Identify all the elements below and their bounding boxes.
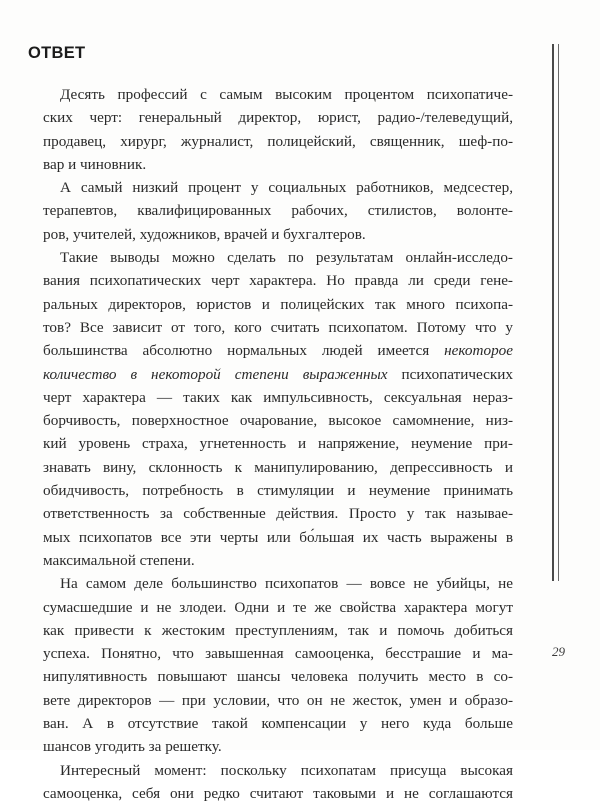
text-line	[43, 712, 513, 735]
text-line	[43, 293, 513, 316]
text-line	[43, 759, 513, 782]
line-text: ских черт: генеральный директор, юрист, радио-/телеведущий,	[43, 109, 513, 127]
text-line	[43, 269, 513, 292]
line-text: Десять профессий с самым высоким процентом психопатиче-	[60, 86, 513, 103]
text-line	[43, 456, 513, 479]
line-text: борчивость, поверхностное очарование, высокое самомнение, низ-	[43, 412, 513, 430]
line-text: как привести к жестоким преступлениям, так и помочь добиться	[43, 621, 513, 639]
text-line	[43, 153, 513, 176]
text-line	[43, 246, 513, 269]
text-line	[43, 176, 513, 199]
line-text: Такие выводы можно сделать по результатам онлайн-исследо-	[60, 249, 513, 267]
line-text: мых психопатов все эти черты или бо́льшая их часть выражены в	[43, 528, 513, 546]
line-text: шансов угодить за решетку.	[43, 738, 222, 756]
line-text: психопатических	[387, 365, 513, 383]
text-line	[43, 199, 513, 222]
text-line	[43, 316, 513, 339]
section-heading: ОТВЕТ	[28, 44, 86, 62]
line-text: вания психопатических черт характера. Но правда ли среди гене-	[43, 272, 513, 290]
line-text: обидчивость, потребность в стимуляции и неумение принимать	[43, 482, 513, 500]
text-line	[43, 526, 513, 549]
text-line	[43, 106, 513, 129]
text-line	[43, 479, 513, 502]
italic-phrase: некоторое	[444, 342, 513, 360]
line-text: продавец, хирург, журналист, полицейский, священник, шеф-по-	[43, 132, 513, 150]
text-line	[43, 130, 513, 153]
line-text: ответственность за собственные действия. Просто у так называе-	[43, 505, 513, 523]
margin-rule	[552, 44, 559, 581]
text-line	[43, 409, 513, 432]
italic-phrase: количество в некоторой степени выраженных	[43, 365, 388, 383]
line-text: вар и чиновник.	[43, 155, 147, 173]
text-line	[43, 596, 513, 619]
text-line	[43, 549, 513, 572]
line-text: черт характера — таких как импульсивность, сексуальная нераз-	[43, 388, 513, 406]
page-number: 29	[552, 644, 565, 659]
line-text: самооценка, себя они редко считают таковыми и не соглашаются	[43, 784, 513, 802]
text-line	[43, 782, 513, 805]
line-text: большинства абсолютно нормальных людей имеется	[43, 342, 430, 360]
line-text: нипулятивность повышают шансы человека получить место в со-	[43, 668, 513, 686]
line-text: успеха. Понятно, что завышенная самооценка, бесстрашие и ма-	[43, 645, 513, 663]
line-text: Интересный момент: поскольку психопатам присуща высокая	[60, 761, 513, 779]
line-text: тов? Все зависит от того, кого считать психопатом. Потому что у	[43, 318, 513, 336]
text-line	[43, 83, 513, 106]
line-text: ван. А в отсутствие такой компенсации у него куда больше	[43, 715, 513, 733]
line-text: На самом деле большинство психопатов — вовсе не убийцы, не	[60, 575, 513, 593]
line-text: кий уровень страха, угнетенность и напряжение, неумение при-	[43, 435, 513, 453]
text-line	[43, 386, 513, 409]
text-line	[43, 339, 513, 362]
text-line	[43, 665, 513, 688]
text-line	[43, 642, 513, 665]
text-line	[43, 572, 513, 595]
text-line	[43, 619, 513, 642]
line-text: ральных директоров, юристов и полицейских так много психопа-	[43, 295, 513, 313]
text-line	[43, 502, 513, 525]
line-text: максимальной степени.	[43, 551, 195, 569]
line-text: А самый низкий процент у социальных работников, медсестер,	[60, 179, 513, 197]
text-line	[43, 363, 513, 386]
line-text: сумасшедшие и не злодеи. Одни и те же свойства характера могут	[43, 598, 513, 616]
line-text: знавать вину, склонность к манипулированию, депрессивность и	[43, 458, 513, 476]
line-text: ров, учителей, художников, врачей и бухгалтеров.	[43, 225, 366, 243]
body-text	[43, 83, 513, 805]
line-text: терапевтов, квалифицированных рабочих, стилистов, волонте-	[43, 202, 513, 220]
text-line	[43, 223, 513, 246]
text-line	[43, 689, 513, 712]
text-line	[43, 432, 513, 455]
line-text: вете директоров — при условии, что он не жесток, умен и образо-	[43, 691, 513, 709]
text-line	[43, 735, 513, 758]
